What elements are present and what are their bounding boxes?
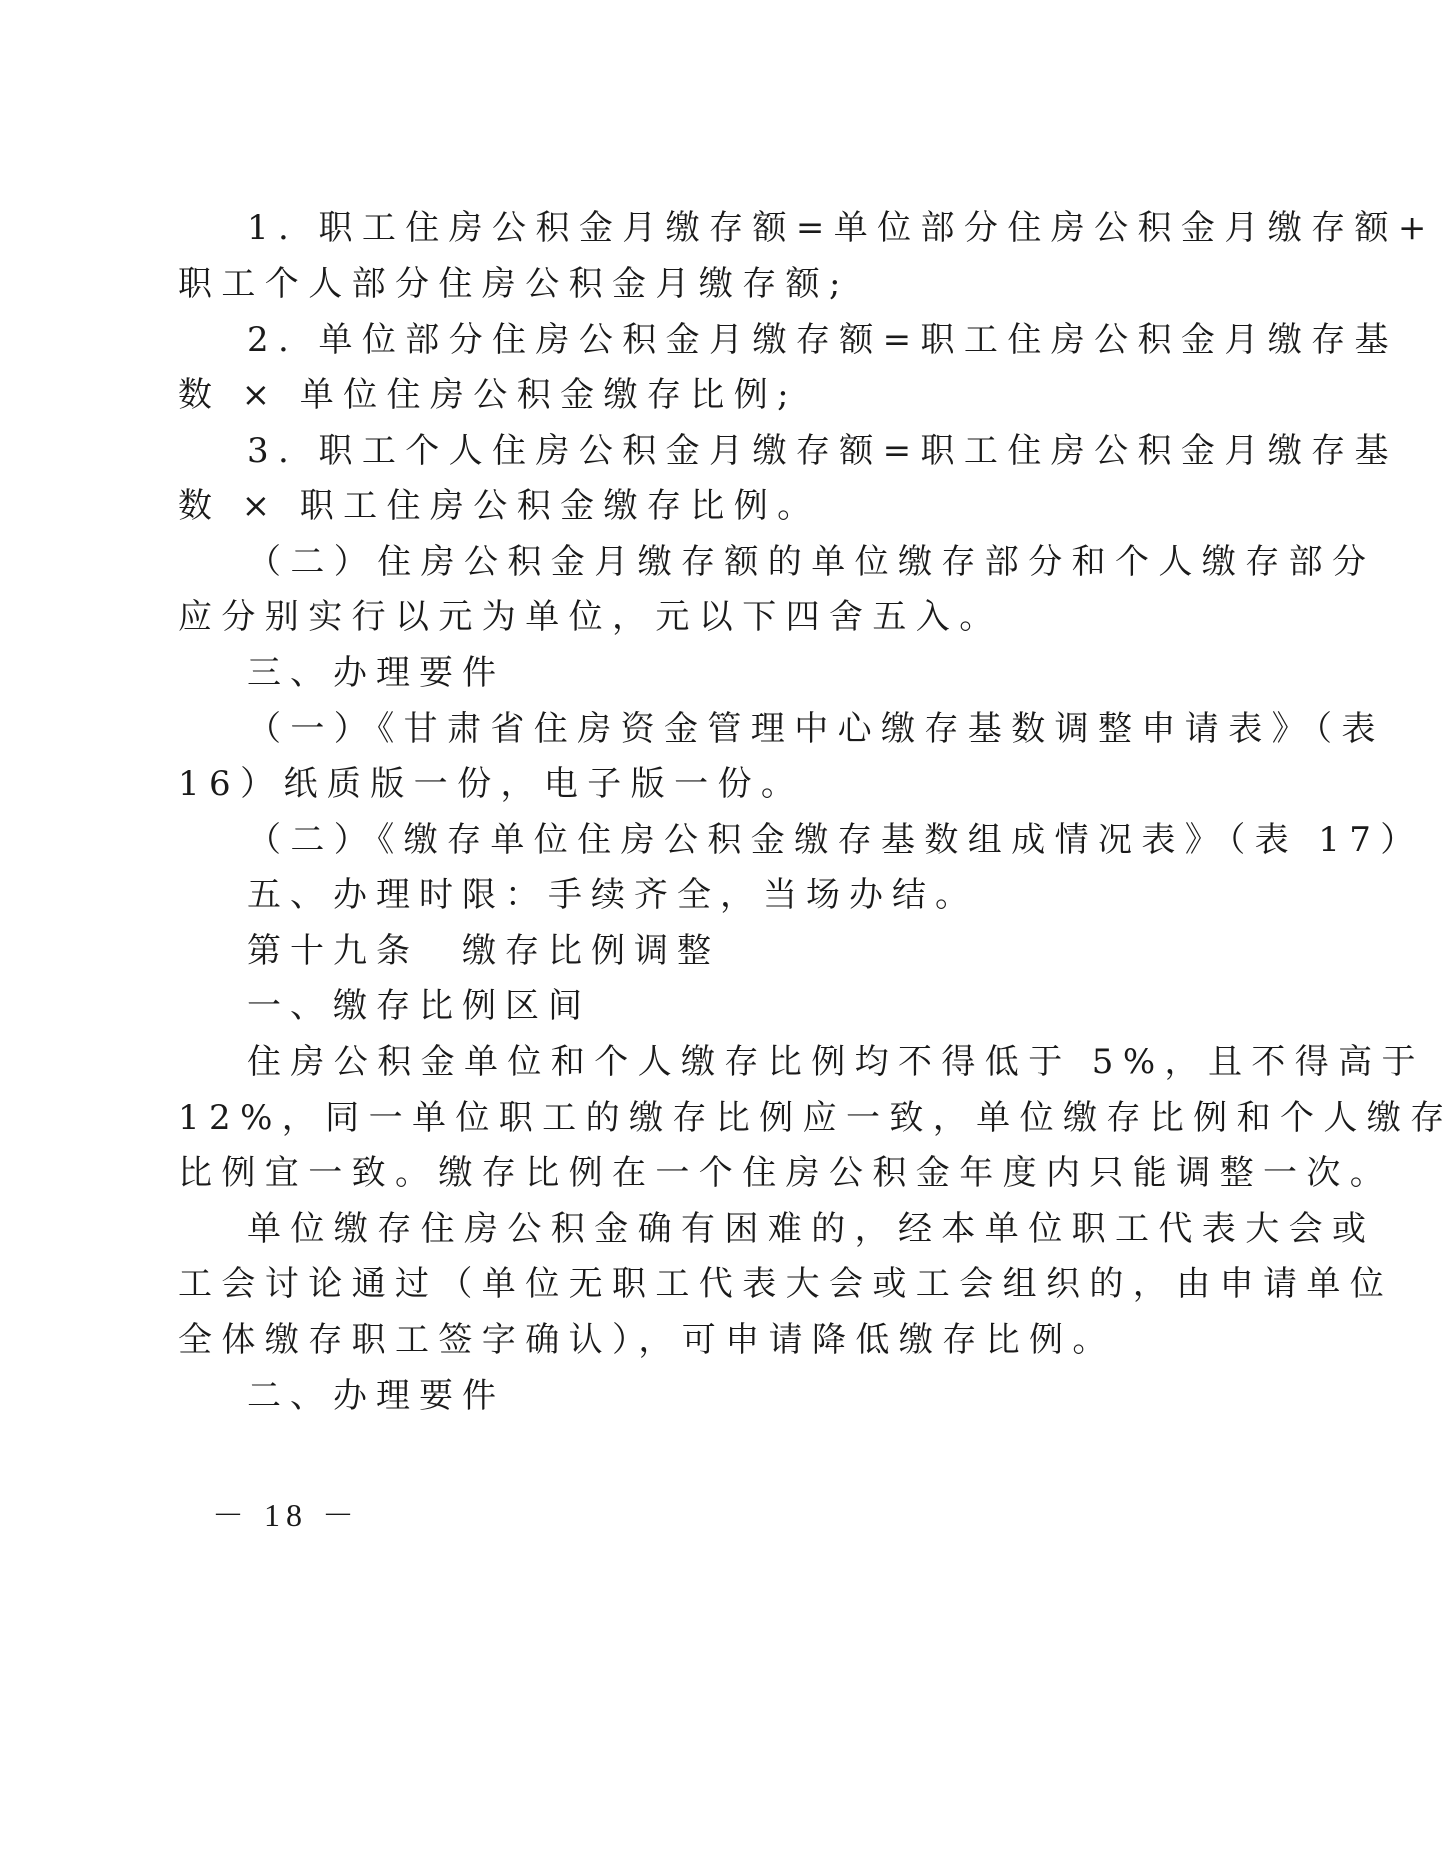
text-line: 单位缴存住房公积金确有困难的，经本单位职工代表大会或: [247, 1209, 1376, 1249]
text-line: 工会讨论通过（单位无职工代表大会或工会组织的，由申请单位: [178, 1264, 1394, 1304]
section-heading: 五、办理时限：手续齐全，当场办结。: [247, 875, 978, 915]
text-line: 应分别实行以元为单位，元以下四舍五入。: [178, 597, 1003, 637]
text-line: 数 × 职工住房公积金缴存比例。: [178, 486, 821, 526]
text-line: （二）《缴存单位住房公积金缴存基数组成情况表》（表 17）: [247, 820, 1424, 860]
text-line: 1. 职工住房公积金月缴存额=单位部分住房公积金月缴存额+: [247, 208, 1436, 248]
article-heading: 第十九条 缴存比例调整: [247, 931, 720, 971]
page-number: － 18 －: [212, 1497, 361, 1533]
text-line: 比例宜一致。缴存比例在一个住房公积金年度内只能调整一次。: [178, 1153, 1394, 1193]
text-line: 2. 单位部分住房公积金月缴存额=职工住房公积金月缴存基: [247, 320, 1398, 360]
section-heading: 三、办理要件: [247, 653, 505, 693]
text-line: 16）纸质版一份，电子版一份。: [178, 764, 805, 804]
text-line: 数 × 单位住房公积金缴存比例;: [178, 375, 798, 415]
text-line: 全体缴存职工签字确认），可申请降低缴存比例。: [178, 1320, 1116, 1360]
text-line: 3. 职工个人住房公积金月缴存额=职工住房公积金月缴存基: [247, 431, 1398, 471]
text-line: （一）《甘肃省住房资金管理中心缴存基数调整申请表》（表: [247, 709, 1385, 749]
text-line: 12%，同一单位职工的缴存比例应一致，单位缴存比例和个人缴存: [178, 1098, 1454, 1138]
section-heading: 二、办理要件: [247, 1376, 505, 1416]
text-line: 职工个人部分住房公积金月缴存额;: [178, 264, 850, 304]
text-line: （二）住房公积金月缴存额的单位缴存部分和个人缴存部分: [247, 542, 1376, 582]
text-line: 住房公积金单位和个人缴存比例均不得低于 5%，且不得高于: [247, 1042, 1425, 1082]
section-heading: 一、缴存比例区间: [247, 986, 591, 1026]
